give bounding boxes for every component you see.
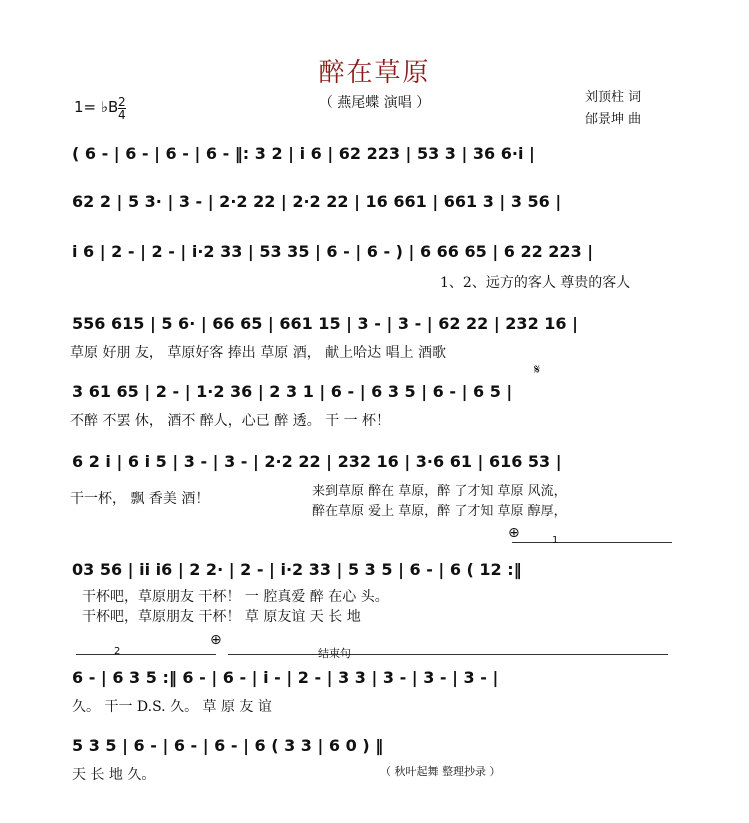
notation-row-9: 5 3 5 | 6 - | 6 - | 6 - | 6 ( 3 3 | 6 0 ) ‖ (72, 736, 384, 755)
volta-2-label: 2 (114, 646, 121, 657)
lyric-line-verse2: 醉在草原 爱上 草原，醉 了才知 草原 醇厚， (312, 504, 567, 519)
volta-1-label: 1 (552, 535, 559, 546)
lyric-line-4: 干杯吧，草原朋友 干杯！ 一 腔真爱 醉 在心 头。 (82, 589, 389, 605)
lyric-line-1: 草原 好朋 友， 草原好客 捧出 草原 酒， 献上哈达 唱上 酒歌 (70, 345, 447, 361)
coda-sign-2: ⊕ (210, 632, 222, 648)
lyric-line-2: 不醉 不罢 休， 酒不 醉人，心已 醉 透。 干 一 杯！ (70, 413, 391, 429)
transcriber-credit: （ 秋叶起舞 整理抄录 ） (380, 765, 501, 778)
coda-sign-1: ⊕ (508, 525, 520, 541)
notation-row-7: 03 56 | ii i6 | 2 2· | 2 - | i·2 33 | 5 3 5 | 6 - | 6 ( 12 :‖ (72, 560, 522, 579)
ending-label: 结束句 (318, 647, 351, 660)
volta-1-line (512, 542, 672, 543)
notation-row-8: 6 - | 6 3 5 :‖ 6 - | 6 - | i - | 2 - | 3 3 | 3 - | 3 - | 3 - | (72, 668, 499, 687)
volta-2-line (76, 654, 216, 655)
notation-row-1: ( 6 - | 6 - | 6 - | 6 - ‖: 3 2 | i 6 | 62 223 | 53 3 | 36 6·i | (72, 144, 535, 163)
singer: （ 燕尾蝶 演唱 ） (318, 95, 431, 111)
notation-row-6: 6 2 i | 6 i 5 | 3 - | 3 - | 2·2 22 | 232 16 | 3·6 61 | 616 53 | (72, 452, 562, 471)
lyricist: 刘顶柱 词 (585, 90, 642, 105)
lyric-line-7: 天 长 地 久。 (72, 767, 156, 783)
time-signature: 2 4 (118, 95, 126, 122)
notation-row-2: 62 2 | 5 3· | 3 - | 2·2 22 | 2·2 22 | 16 661 | 661 3 | 3 56 | (72, 192, 562, 211)
lyric-line-verse1: 来到草原 醉在 草原，醉 了才知 草原 风流， (312, 484, 567, 499)
song-title: 醉在草原 (318, 58, 431, 88)
lyric-line-6: 久。 干一 D.S. 久。 草 原 友 谊 (72, 699, 272, 715)
notation-row-5: 3 61 65 | 2 - | 1·2 36 | 2 3 1 | 6 - | 6 3 5 | 6 - | 6 5 | (72, 382, 513, 401)
lyric-line-3: 干一杯， 飘 香美 酒！ (70, 491, 210, 507)
notation-row-3: i 6 | 2 - | 2 - | i·2 33 | 53 35 | 6 - | 6 - ) | 6 66 65 | 6 22 223 | (72, 242, 594, 261)
segno-sign: 𝄋 (534, 362, 541, 378)
lyric-line-5: 干杯吧，草原朋友 干杯！ 草 原友谊 天 长 地 (82, 609, 361, 625)
key-signature: 1= ♭B (74, 98, 119, 116)
lyric-line-intro: 1、2、远方的客人 尊贵的客人 (440, 275, 631, 291)
composer: 邰景坤 曲 (585, 112, 642, 127)
notation-row-4: 556 615 | 5 6· | 66 65 | 661 15 | 3 - | 3 - | 62 22 | 232 16 | (72, 314, 578, 333)
ending-line (228, 654, 668, 655)
